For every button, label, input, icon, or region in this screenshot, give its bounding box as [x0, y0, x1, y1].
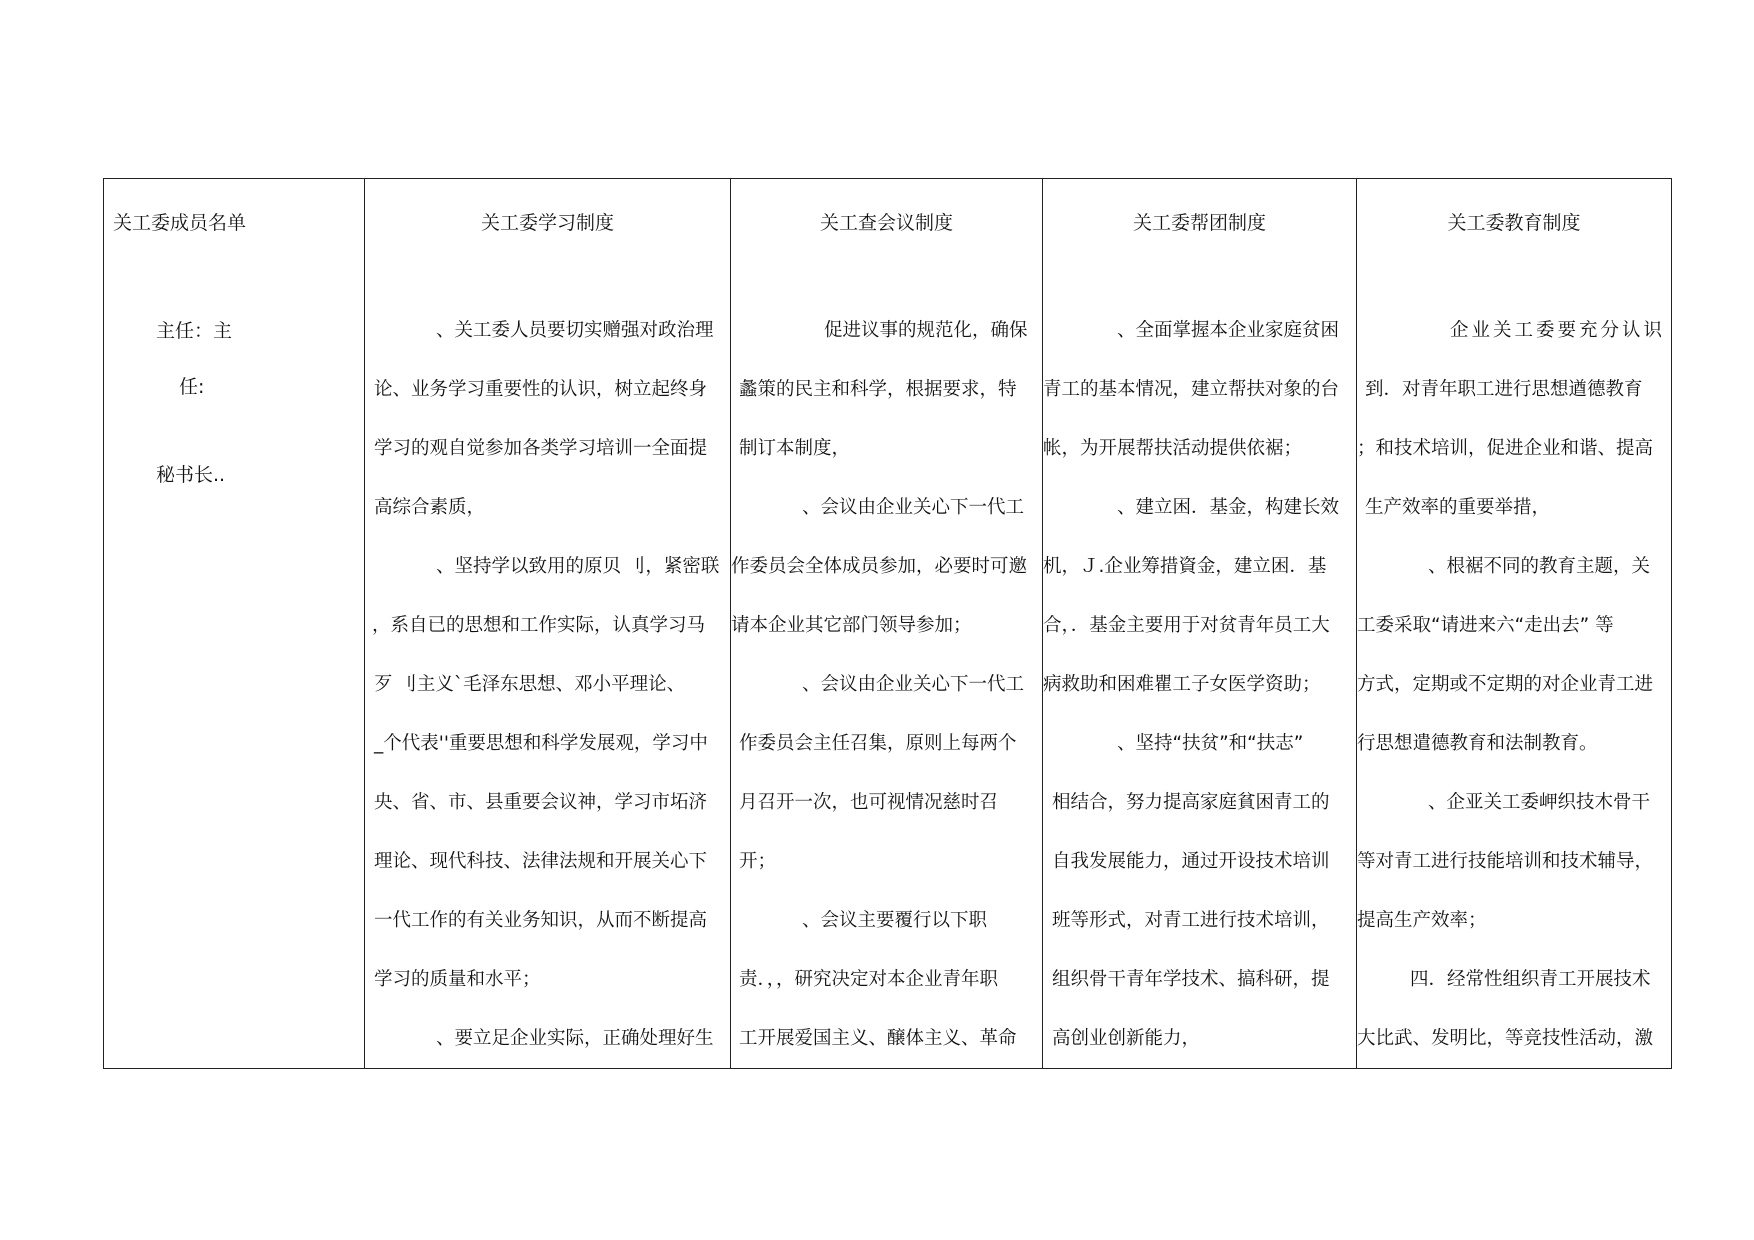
text-line: _个代表''重要思想和科学发展观，学习中	[374, 733, 708, 754]
text-line: 企业关工委要充分认识	[1450, 320, 1666, 341]
text-line: 理论、现代科技、法律法规和开展关心下	[374, 851, 708, 872]
text-line: 帐，为开展帮扶活动提供依裾；	[1043, 438, 1303, 459]
text-line: 、会议由企业关心下一代工	[802, 674, 1025, 695]
text-line: 蠡策的民主和科学，根据要求，特	[739, 379, 1017, 400]
help-title: 关工委帮团制度	[1132, 212, 1266, 234]
text-line: 到．对青年职工进行思想遒德教育	[1365, 379, 1643, 400]
text-line: 一代工作的有关业务知识，从而不断提高	[374, 910, 708, 931]
help-cell	[1043, 179, 1357, 1069]
help-text	[1043, 301, 1356, 1068]
member-line: 任:	[179, 376, 205, 398]
text-line: 组织骨干青年学技术、搞科研，提	[1052, 969, 1330, 990]
education-cell	[1357, 179, 1672, 1069]
text-line: 、建立困．基金，构建长效	[1117, 497, 1340, 518]
text-line: 、坚持学以致用的原贝 刂，紧密联	[436, 556, 720, 577]
study-cell	[365, 179, 731, 1069]
text-line: 自我发展能力，通过开设技术培训	[1052, 851, 1330, 872]
text-line: 机，Ｊ.企业筹措資金，建立困．基	[1043, 556, 1327, 577]
text-line: 方式，定期或不定期的对企业青工进	[1357, 674, 1654, 695]
meeting-title: 关工查会议制度	[819, 212, 953, 234]
text-line: 论、业务学习重要性的认识，树立起终身	[374, 379, 708, 400]
text-line: 责．，，研究决定对本企业青年职	[739, 969, 999, 990]
text-line: 工开展爱国主义、醸体主义、革命	[739, 1028, 1017, 1049]
text-line: 四．经常性组织青工开展技术	[1410, 969, 1651, 990]
text-line: 、坚持“扶贫”和“扶志”	[1117, 733, 1304, 754]
text-line: 作委员会主任召集，原则上每两个	[739, 733, 1017, 754]
text-line: 作委员会全体成员参加，必要时可邀	[731, 556, 1028, 577]
text-line: 、会议主要覆行以下职	[802, 910, 988, 931]
regulations-table	[103, 178, 1672, 1069]
text-line: 、关工委人员要切实赠强对政治理	[436, 320, 714, 341]
text-line: 行思想遣德教育和法制教育。	[1357, 733, 1598, 754]
text-line: 学习的质量和水平；	[374, 969, 541, 990]
text-line: ，系自已的思想和工作实际，认真学习马	[372, 615, 706, 636]
text-line: ；和技术培训，促进企业和谐、提高	[1357, 438, 1654, 459]
text-line: 高创业创新能力，	[1052, 1028, 1201, 1049]
text-line: 生产效率的重要举措，	[1365, 497, 1551, 518]
text-line: 、会议由企业关心下一代工	[802, 497, 1025, 518]
text-line: 、全面掌握本企业家庭贫困	[1117, 320, 1340, 341]
text-line: 制订本制度，	[739, 438, 851, 459]
meeting-cell	[731, 179, 1043, 1069]
meeting-text	[731, 301, 1042, 1068]
text-line: 班等形式，对青工进行技术培训，	[1052, 910, 1330, 931]
text-line: 青工的基本情况，建立帮扶对象的台	[1043, 379, 1340, 400]
text-line: 月召开一次，也可视情况慈时召	[739, 792, 999, 813]
text-line: 提高生产效率；	[1357, 910, 1487, 931]
members-title: 关工委成员名单	[113, 212, 247, 234]
text-line: 高综合素质，	[374, 497, 486, 518]
text-line: 病救助和困难瞿工子女医学资助；	[1043, 674, 1321, 695]
text-line: 相结合，努力提高家庭貧困青工的	[1052, 792, 1330, 813]
study-text	[365, 301, 730, 1068]
member-line: 秘书长..	[156, 464, 226, 486]
education-text	[1357, 301, 1671, 1068]
text-line: 促进议事的规范化，确保	[824, 320, 1028, 341]
text-line: 、要立足企业实际，正确处理好生	[436, 1028, 714, 1049]
text-line: 工委采取“请进来六“走出去” 等	[1357, 615, 1614, 636]
text-line: 、根裾不同的教育主题，关	[1428, 556, 1651, 577]
text-line: 合，．基金主要用于对贫青年员工大	[1043, 615, 1330, 636]
members-list	[104, 267, 364, 503]
text-line: 学习的观自觉参加各类学习培训一全面提	[374, 438, 708, 459]
text-line: 歹 刂主义`毛泽东思想、邓小平理论、	[374, 674, 686, 695]
text-line: 、企亚关工委岬织技木骨干	[1428, 792, 1651, 813]
study-title: 关工委学习制度	[480, 212, 614, 234]
text-line: 等对青工进行技能培训和技术辅导，	[1357, 851, 1654, 872]
text-line: 开；	[739, 851, 777, 872]
education-title: 关工委教育制度	[1447, 212, 1581, 234]
text-line: 请本企业其它部门领导参加；	[731, 615, 972, 636]
member-line: 主任：主	[156, 320, 233, 342]
text-line: 央、省、市、县重要会议神，学习市坧济	[374, 792, 708, 813]
members-cell	[104, 179, 365, 1069]
text-line: 大比武、发明比，等竞技性活动，激	[1357, 1028, 1654, 1049]
